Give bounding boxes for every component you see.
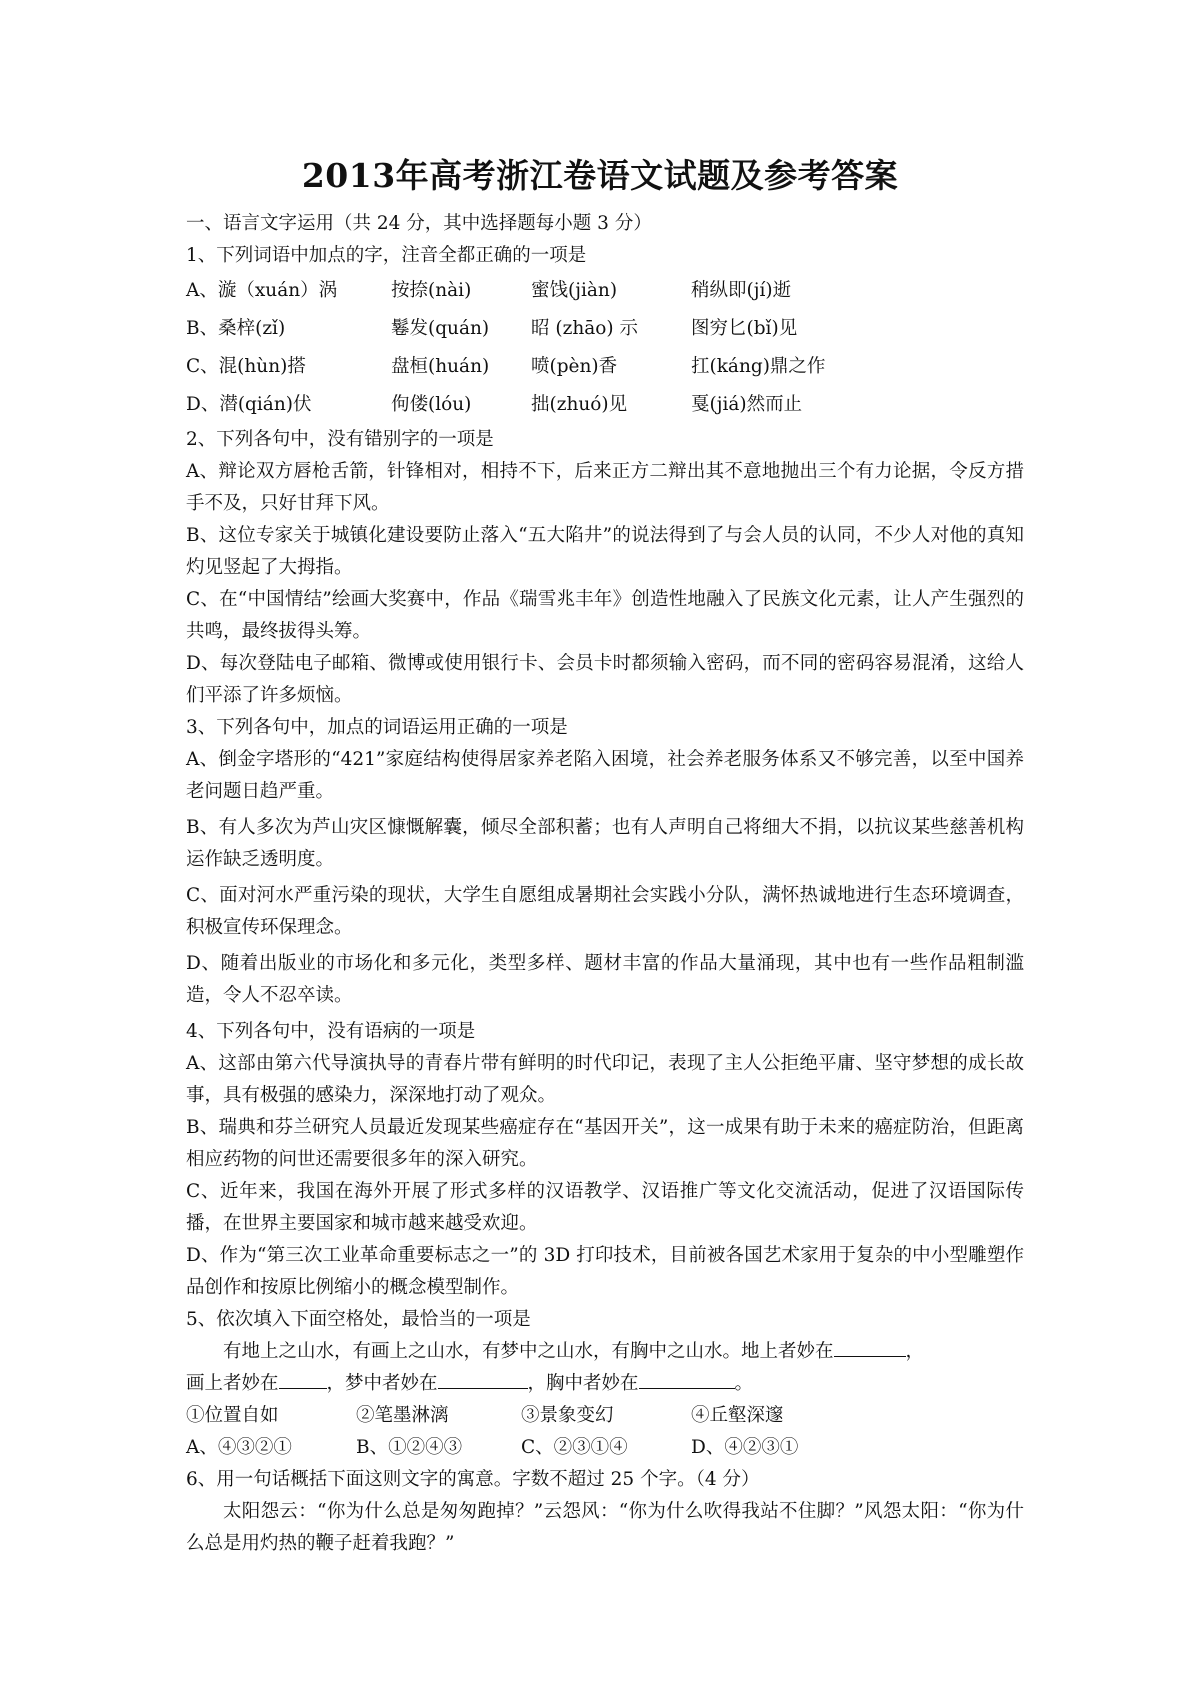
q1-d-word-3: 拙(zhuó)见: [531, 394, 628, 415]
q5-text-4: ，梦中者妙在: [326, 1373, 438, 1394]
q1-c-word-3: 喷(pèn)香: [531, 356, 618, 377]
q5-item-3: ③景象变幻: [521, 1405, 614, 1426]
question-3-stem: 3、下列各句中，加点的词语运用正确的一项是: [186, 717, 568, 738]
q1-option-d: [186, 386, 1024, 424]
q2-option-a: A、辩论双方唇枪舌箭，针锋相对，相持不下，后来正方二辩出其不意地抛出三个有力论据，令反方措手不及，只好甘拜下风。: [186, 461, 1024, 514]
q1-option-a: [186, 272, 1024, 310]
q1-b-word-3: 昭 (zhāo) 示: [531, 318, 639, 339]
q1-c-word-2: 盘桓(huán): [391, 356, 490, 377]
q4-option-c: C、近年来，我国在海外开展了形式多样的汉语教学、汉语推广等文化交流活动，促进了汉语国际传播，在世界主要国家和城市越来越受欢迎。: [186, 1181, 1024, 1234]
q4-option-d: D、作为“第三次工业革命重要标志之一”的 3D 打印技术，目前被各国艺术家用于复杂的中小型雕塑作品创作和按原比例缩小的概念模型制作。: [186, 1245, 1024, 1298]
q1-d-word-1: D、潜(qián)伏: [186, 394, 312, 415]
q1-b-word-2: 鬈发(quán): [391, 318, 490, 339]
q2-option-b: B、这位专家关于城镇化建设要防止落入“五大陷井”的说法得到了与会人员的认同，不少人对他的真知灼见竖起了大拇指。: [186, 525, 1024, 578]
q3-option-b: B、有人多次为芦山灾区慷慨解囊，倾尽全部积蓄；也有人声明自己将细大不捐，以抗议某些慈善机构运作缺乏透明度。: [186, 817, 1024, 870]
q5-text-1: 有地上之山水，有画上之山水，有梦中之山水，有胸中之山水。地上者妙在: [223, 1341, 834, 1362]
q3-option-c: C、面对河水严重污染的现状，大学生自愿组成暑期社会实践小分队，满怀热诚地进行生态环境调查，积极宣传环保理念。: [186, 885, 1024, 938]
q1-a-word-4: 稍纵即(jí)逝: [691, 280, 792, 301]
q5-choice-d: D、④②③①: [691, 1437, 799, 1458]
page-title: 2013年高考浙江卷语文试题及参考答案: [301, 156, 899, 195]
question-2-stem: 2、下列各句中，没有错别字的一项是: [186, 429, 494, 450]
question-4-stem: 4、下列各句中，没有语病的一项是: [186, 1021, 476, 1042]
q1-b-word-1: B、桑梓(zǐ): [186, 318, 286, 339]
q1-c-word-4: 扛(káng)鼎之作: [691, 356, 826, 377]
q5-text-2: ，: [905, 1341, 925, 1362]
question-6-stem: 6、用一句话概括下面这则文字的寓意。字数不超过 25 个字。（4 分）: [186, 1469, 760, 1490]
q5-choice-b: B、①②④③: [356, 1437, 463, 1458]
q1-option-b: [186, 310, 1024, 348]
q5-choices: [186, 1432, 1024, 1464]
q1-a-word-3: 蜜饯(jiàn): [531, 280, 618, 301]
q5-item-2: ②笔墨淋漓: [356, 1405, 449, 1426]
q1-a-word-2: 按捺(nài): [391, 280, 472, 301]
q1-option-c: [186, 348, 1024, 386]
q1-d-word-2: 佝偻(lóu): [391, 394, 472, 415]
q5-blank-2: [279, 1368, 327, 1389]
q5-choice-c: C、②③①④: [521, 1437, 628, 1458]
q4-option-a: A、这部由第六代导演执导的青春片带有鲜明的时代印记，表现了主人公拒绝平庸、坚守梦想的成长故事，具有极强的感染力，深深地打动了观众。: [186, 1053, 1024, 1106]
q4-option-b: B、瑞典和芬兰研究人员最近发现某些癌症存在“基因开关”，这一成果有助于未来的癌症防治，但距离相应药物的问世还需要很多年的深入研究。: [186, 1117, 1024, 1170]
q3-option-d: D、随着出版业的市场化和多元化，类型多样、题材丰富的作品大量涌现，其中也有一些作品粗制滥造，令人不忍卒读。: [186, 953, 1024, 1006]
q5-passage: [186, 1336, 1024, 1368]
section-heading: 一、语言文字运用（共 24 分，其中选择题每小题 3 分）: [186, 213, 652, 234]
q3-option-a: A、倒金字塔形的“421”家庭结构使得居家养老陷入困境，社会养老服务体系又不够完善，以至中国养老问题日趋严重。: [186, 749, 1024, 802]
exam-content: [186, 208, 1024, 1560]
q6-passage: 太阳怨云：“你为什么总是匆匆跑掉？”云怨风：“你为什么吹得我站不住脚？”风怨太阳：“你为什么总是用灼热的鞭子赶着我跑？”: [186, 1501, 1024, 1554]
q2-option-d: D、每次登陆电子邮箱、微博或使用银行卡、会员卡时都须输入密码，而不同的密码容易混淆，这给人们平添了许多烦恼。: [186, 653, 1024, 706]
q1-d-word-4: 戛(jiá)然而止: [691, 394, 803, 415]
q2-option-c: C、在“中国情结”绘画大奖赛中，作品《瑞雪兆丰年》创造性地融入了民族文化元素，让人产生强烈的共鸣，最终拔得头筹。: [186, 589, 1024, 642]
question-5-stem: 5、依次填入下面空格处，最恰当的一项是: [186, 1309, 531, 1330]
q5-choice-a: A、④③②①: [186, 1437, 292, 1458]
q5-items: [186, 1400, 1024, 1432]
q5-item-1: ①位置自如: [186, 1405, 279, 1426]
q5-item-4: ④丘壑深邃: [691, 1405, 784, 1426]
q5-passage-cont: [186, 1368, 1024, 1400]
q1-b-word-4: 图穷匕(bǐ)见: [691, 318, 798, 339]
q5-text-6: 。: [734, 1373, 754, 1394]
q5-text-3: 画上者妙在: [186, 1373, 279, 1394]
q1-c-word-1: C、混(hùn)搭: [186, 356, 306, 377]
q1-a-word-1: A、漩（xuán）涡: [186, 280, 338, 301]
question-1-stem: 1、下列词语中加点的字，注音全都正确的一项是: [186, 245, 587, 266]
q5-blank-1: [834, 1336, 906, 1357]
q5-text-5: ，胸中者妙在: [527, 1373, 639, 1394]
q5-blank-4: [639, 1368, 735, 1389]
q5-blank-3: [438, 1368, 528, 1389]
